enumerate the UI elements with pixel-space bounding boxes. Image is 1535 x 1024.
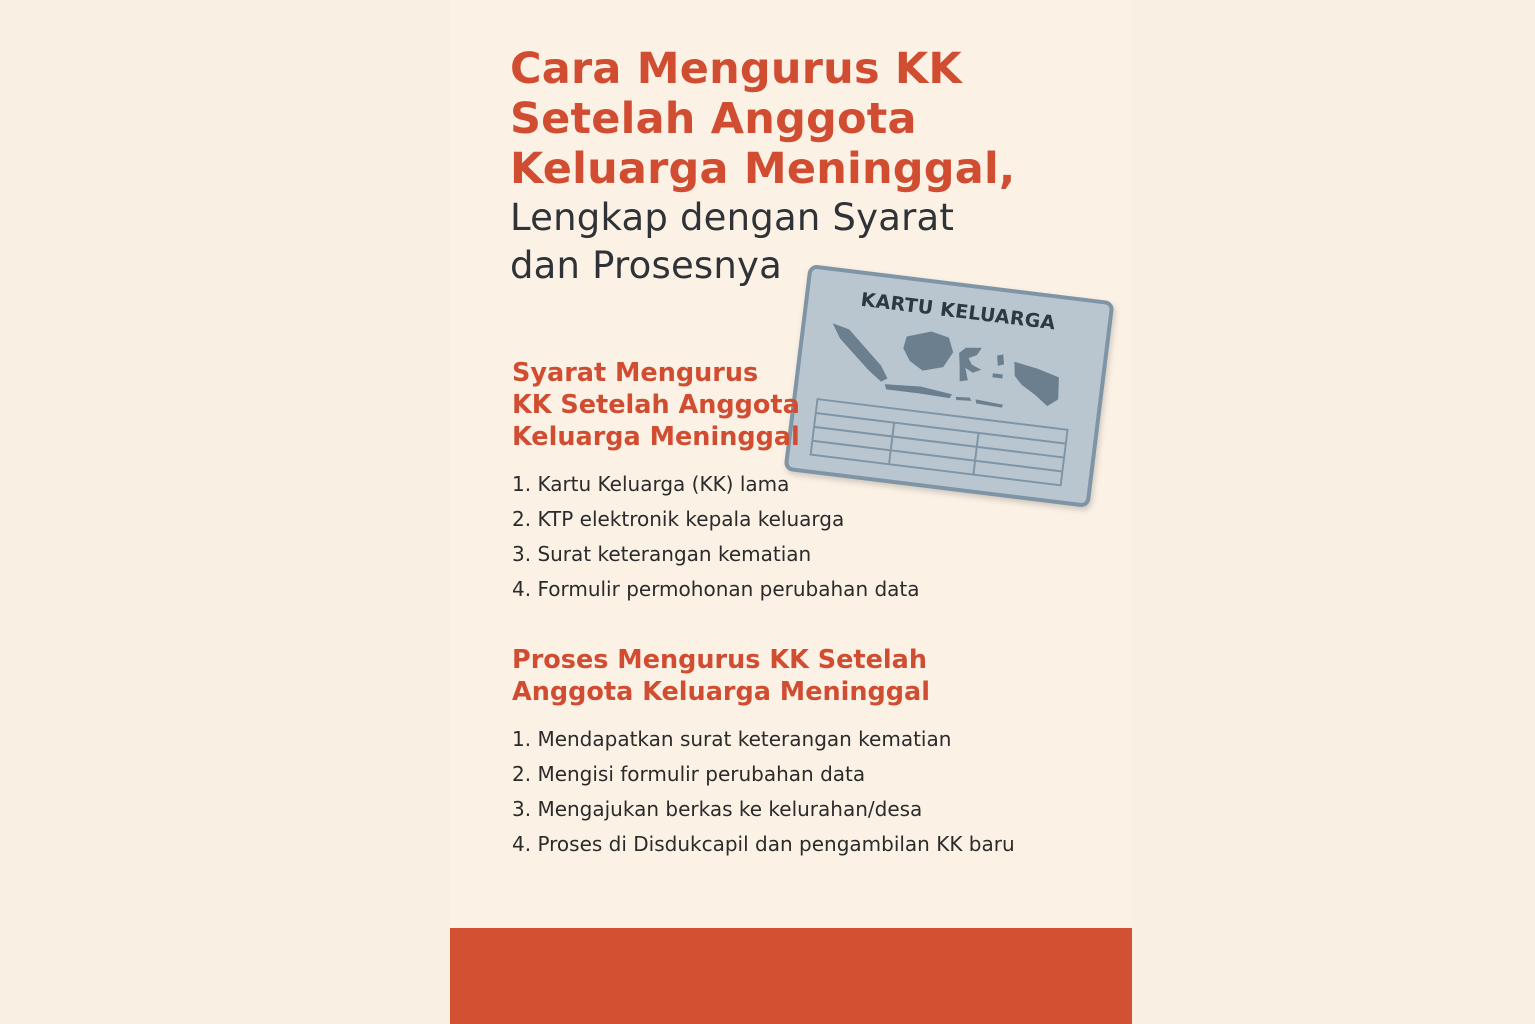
title-line-3: Keluarga Meninggal,: [510, 144, 1016, 194]
process-heading-line-2: Anggota Keluarga Meninggal: [512, 677, 930, 707]
subtitle-line-1: Lengkap dengan Syarat: [510, 196, 955, 239]
requirements-heading-line-2: KK Setelah Anggota: [512, 390, 800, 420]
subtitle-line-2: dan Prosesnya: [510, 244, 783, 287]
list-item: 3. Surat keterangan kematian: [512, 542, 812, 566]
list-item: 3. Mengajukan berkas ke kelurahan/desa: [512, 797, 923, 821]
title-line-1: Cara Mengurus KK: [510, 44, 962, 94]
process-list: [512, 722, 1072, 862]
list-item: 2. Mengisi formulir perubahan data: [512, 762, 866, 786]
list-item: 2. KTP elektronik kepala keluarga: [512, 507, 845, 531]
process-section: [512, 644, 1072, 862]
infographic-poster: [450, 0, 1132, 1024]
requirements-section: [512, 357, 1072, 607]
requirements-list: [512, 467, 1072, 607]
requirements-heading: [512, 357, 802, 453]
list-item: 4. Proses di Disdukcapil dan pengambilan KK baru: [512, 832, 1015, 856]
page-title: [510, 44, 1070, 194]
title-line-2: Setelah Anggota: [510, 94, 917, 144]
card-label: KARTU KELUARGA: [859, 288, 1057, 335]
process-heading: [512, 644, 1072, 708]
process-heading-line-1: Proses Mengurus KK Setelah: [512, 645, 927, 675]
title-block: [510, 44, 1070, 290]
list-item: 4. Formulir permohonan perubahan data: [512, 577, 920, 601]
list-item: 1. Kartu Keluarga (KK) lama: [512, 472, 790, 496]
list-item: 1. Mendapatkan surat keterangan kematian: [512, 727, 952, 751]
requirements-heading-line-3: Keluarga Meninggal: [512, 422, 800, 452]
bottom-accent-band: [450, 928, 1132, 1024]
requirements-heading-line-1: Syarat Mengurus: [512, 358, 759, 388]
page-subtitle: [510, 194, 1070, 290]
